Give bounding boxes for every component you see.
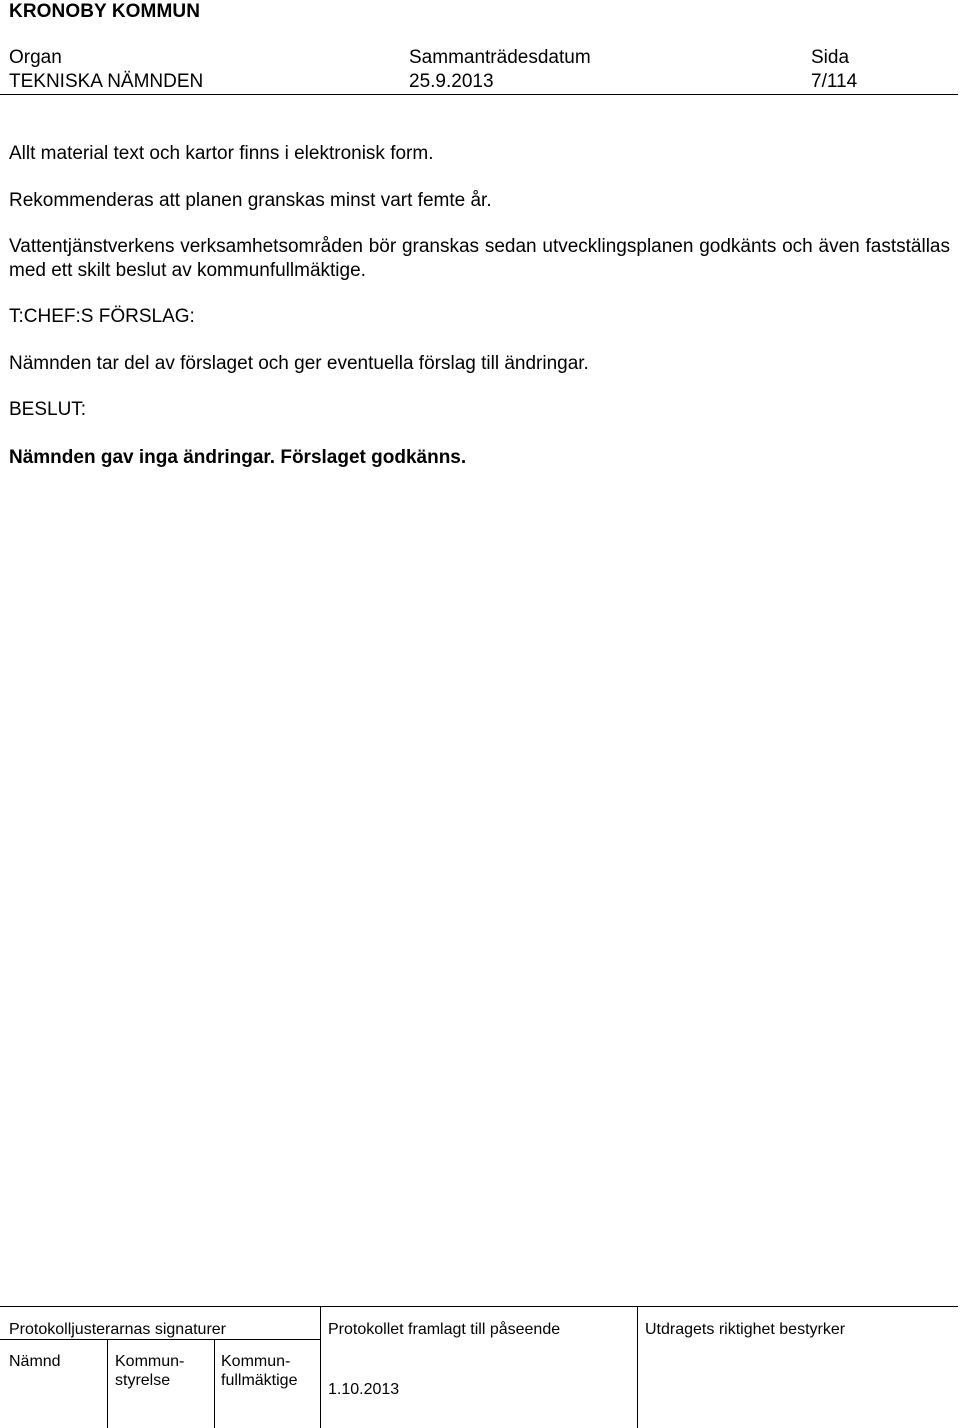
decision-heading: BESLUT: — [9, 399, 87, 420]
meeting-date-label: Sammanträdesdatum — [409, 47, 591, 68]
kommunstyrelse-label-line2: styrelse — [115, 1372, 171, 1389]
paragraph-service-areas: Vattentjänstverkens verksamhetsområden bör granskas sedan utvecklingsplanen godkänts och även fastställas med ett skilt beslut av kommunfullmäktige. — [9, 236, 950, 281]
header-divider — [0, 94, 958, 95]
footer-sign-col-2 — [214, 1339, 215, 1428]
paragraph-material: Allt material text och kartor finns i elektronisk form. — [9, 143, 434, 164]
fullmaktige-label-line2: fullmäktige — [221, 1372, 298, 1389]
footer-divider-2 — [637, 1306, 638, 1428]
decision-text: Nämnden gav inga ändringar. Förslaget godkänns. — [9, 447, 467, 468]
displayed-label: Protokollet framlagt till påseende — [328, 1321, 561, 1338]
footer-divider-1 — [320, 1306, 321, 1428]
fullmaktige-label-line1: Kommun- — [221, 1353, 291, 1370]
organ-label: Organ — [9, 47, 62, 68]
certified-label: Utdragets riktighet bestyrker — [645, 1321, 846, 1338]
signatures-label: Protokolljusterarnas signaturer — [9, 1321, 226, 1338]
signature-table — [0, 1306, 958, 1428]
kommunstyrelse-label-line1: Kommun- — [115, 1353, 185, 1370]
organ-value: TEKNISKA NÄMNDEN — [9, 71, 204, 92]
displayed-date: 1.10.2013 — [328, 1381, 400, 1398]
proposal-heading: T:CHEF:S FÖRSLAG: — [9, 306, 195, 327]
paragraph-recommendation: Rekommenderas att planen granskas minst vart femte år. — [9, 190, 492, 211]
footer-sign-col-1 — [107, 1339, 108, 1428]
page-label: Sida — [811, 47, 850, 68]
proposal-text: Nämnden tar del av förslaget och ger eventuella förslag till ändringar. — [9, 353, 589, 374]
footer-signature-rule — [0, 1339, 320, 1340]
meeting-date-value: 25.9.2013 — [409, 71, 494, 92]
namnd-label: Nämnd — [9, 1353, 61, 1370]
page-number: 7/114 — [811, 71, 858, 92]
footer-top-rule — [0, 1306, 958, 1307]
organization-name: KRONOBY KOMMUN — [9, 1, 201, 22]
